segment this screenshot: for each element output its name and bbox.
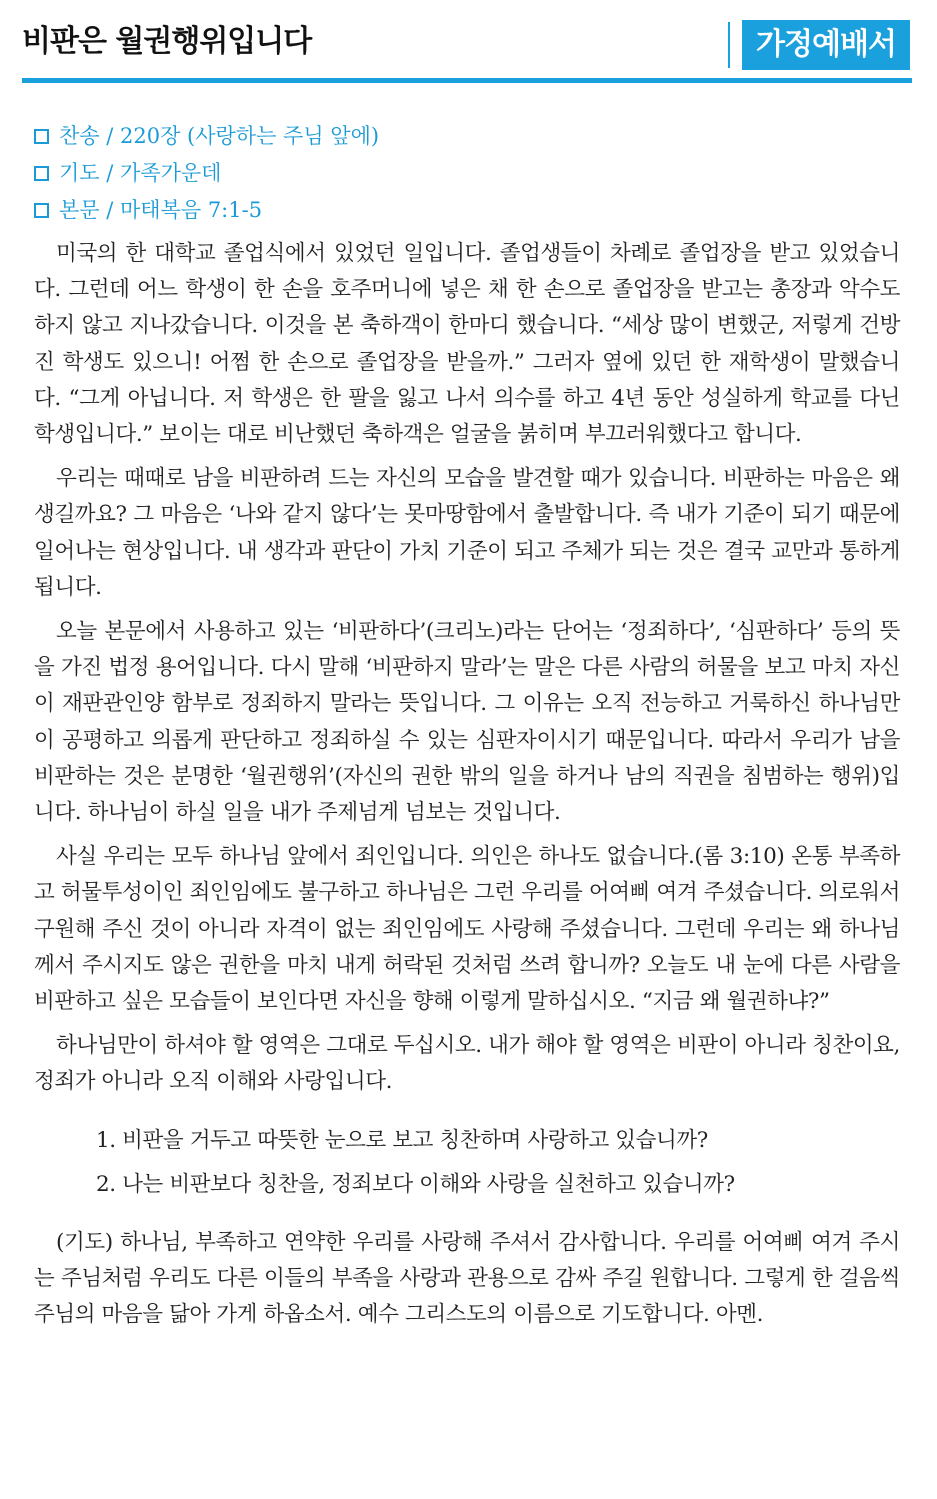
hymn-item: [34, 118, 379, 155]
page-header: [0, 0, 937, 82]
reflection-questions: [34, 1123, 900, 1203]
header-rule: [22, 78, 912, 83]
service-order: [34, 118, 379, 229]
square-bullet-icon: [34, 129, 49, 144]
page-title: 비판은 월권행위입니다: [22, 24, 312, 59]
question-item: 2. 나는 비판보다 칭찬을, 정죄보다 이해와 사랑을 실천하고 있습니까?: [96, 1171, 735, 1197]
sermon-body: [34, 236, 900, 1341]
square-bullet-icon: [34, 166, 49, 181]
paragraph: 오늘 본문에서 사용하고 있는 ‘비판하다’(크리노)라는 단어는 ‘정죄하다’, ‘심판하다’ 등의 뜻을 가진 법정 용어입니다. 다시 말해 ‘비판하지 말라’는 말은 다른 사람의 허물을 보고 마치 자신이 재판관인양 함부로 정죄하지 말라는 뜻입니다. 그 이유는 오직 전능하고 거룩하신 하나님만이 공평하고 의롭게 판단하고 정죄하실 수 있는 심판자이시기 때문입니다. 따라서 우리가 남을 비판하는 것은 분명한 ‘월권행위’(자신의 권한 밖의 일을 하거나 남의 직권을 침범하는 행위)입니다. 하나님이 하실 일을 내가 주제넘게 넘보는 것입니다.: [34, 619, 900, 826]
prayer-label: 기도 / 가족가운데: [59, 161, 222, 185]
section-badge: 가정예배서: [742, 20, 910, 70]
paragraph: 하나님만이 하셔야 할 영역은 그대로 두십시오. 내가 해야 할 영역은 비판이 아니라 칭찬이요, 정죄가 아니라 오직 이해와 사랑입니다.: [34, 1033, 900, 1095]
hymn-label: 찬송 / 220장 (사랑하는 주님 앞에): [59, 124, 380, 148]
scripture-item: [34, 192, 379, 229]
square-bullet-icon: [34, 203, 49, 218]
paragraph: 미국의 한 대학교 졸업식에서 있었던 일입니다. 졸업생들이 차례로 졸업장을 받고 있었습니다. 그런데 어느 학생이 한 손을 호주머니에 넣은 채 한 손으로 졸업장을 받고는 총장과 악수도 하지 않고 지나갔습니다. 이것을 본 축하객이 한마디 했습니다. “세상 많이 변했군, 저렇게 건방진 학생도 있으니! 어쩜 한 손으로 졸업장을 받을까.” 그러자 옆에 있던 한 재학생이 말했습니다. “그게 아닙니다. 저 학생은 한 팔을 잃고 나서 의수를 하고 4년 동안 성실하게 학교를 다닌 학생입니다.” 보이는 대로 비난했던 축하객은 얼굴을 붉히며 부끄러워했다고 합니다.: [34, 241, 900, 448]
question-item: 1. 비판을 거두고 따뜻한 눈으로 보고 칭찬하며 사랑하고 있습니까?: [96, 1127, 708, 1153]
prayer-item: [34, 155, 379, 192]
paragraph: 우리는 때때로 남을 비판하려 드는 자신의 모습을 발견할 때가 있습니다. 비판하는 마음은 왜 생길까요? 그 마음은 ‘나와 같지 않다’는 못마땅함에서 출발합니다. 즉 내가 기준이 되기 때문에 일어나는 현상입니다. 내 생각과 판단이 가치 기준이 되고 주체가 되는 것은 결국 교만과 통하게 됩니다.: [34, 466, 900, 600]
closing-prayer: (기도) 하나님, 부족하고 연약한 우리를 사랑해 주셔서 감사합니다. 우리를 어여삐 여겨 주시는 주님처럼 우리도 다른 이들의 부족을 사랑과 관용으로 감싸 주길 원합니다. 그렇게 한 걸음씩 주님의 마음을 닮아 가게 하옵소서. 예수 그리스도의 이름으로 기도합니다. 아멘.: [34, 1229, 900, 1328]
header-divider: [728, 22, 730, 68]
paragraph: 사실 우리는 모두 하나님 앞에서 죄인입니다. 의인은 하나도 없습니다.(롬 3:10) 온통 부족하고 허물투성이인 죄인임에도 불구하고 하나님은 그런 우리를 어여삐 여겨 주셨습니다. 의로워서 구원해 주신 것이 아니라 자격이 없는 죄인임에도 사랑해 주셨습니다. 그런데 우리는 왜 하나님께서 주시지도 않은 권한을 마치 내게 허락된 것처럼 쓰려 합니까? 오늘도 내 눈에 다른 사람을 비판하고 싶은 모습들이 보인다면 자신을 향해 이렇게 말하십시오. “지금 왜 월권하냐?”: [34, 844, 900, 1015]
scripture-label: 본문 / 마태복음 7:1-5: [59, 198, 263, 222]
